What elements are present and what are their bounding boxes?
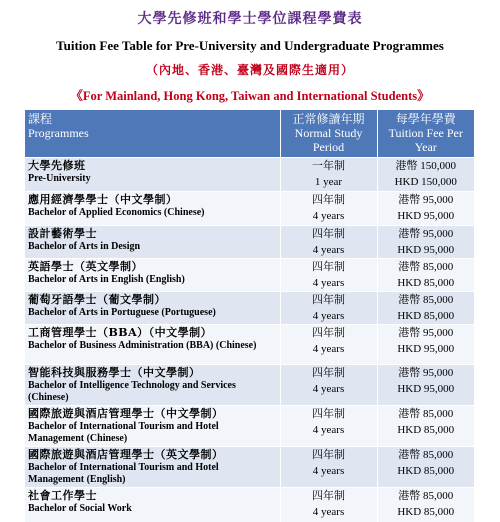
tuition-fee-en: HKD 150,000 xyxy=(394,176,457,188)
tuition-fee-cell xyxy=(377,488,474,522)
programme-name-zh: 大學先修班 xyxy=(28,159,86,172)
header-fee xyxy=(377,110,474,158)
programme-name-zh: 智能科技與服務學士（中文學制） xyxy=(28,366,201,379)
study-period-cell xyxy=(280,226,377,259)
header-programmes xyxy=(25,110,280,158)
table-row xyxy=(25,488,474,522)
table-body xyxy=(25,158,474,522)
programme-cell xyxy=(25,488,280,522)
tuition-fee-cell xyxy=(377,226,474,259)
study-period-cell xyxy=(280,158,377,192)
tuition-fee-en: HKD 95,000 xyxy=(397,244,455,256)
tuition-fee-cell xyxy=(377,365,474,406)
tuition-fee-zh: 港幣 95,000 xyxy=(398,327,454,339)
programme-cell xyxy=(25,365,280,406)
programme-name-zh: 國際旅遊與酒店管理學士（英文學制） xyxy=(28,448,224,461)
programme-cell xyxy=(25,226,280,259)
study-period-cell xyxy=(280,192,377,226)
study-period-en: 4 years xyxy=(312,465,345,477)
title-chinese: 大學先修班和學士學位課程學費表 xyxy=(137,11,363,27)
tuition-fee-cell xyxy=(377,259,474,292)
programme-name-en: Bachelor of Applied Economics (Chinese) xyxy=(28,207,205,218)
programme-cell xyxy=(25,259,280,292)
study-period-cell xyxy=(280,365,377,406)
tuition-fee-zh: 港幣 85,000 xyxy=(398,261,454,273)
tuition-fee-zh: 港幣 85,000 xyxy=(398,408,454,420)
table-row xyxy=(25,158,474,192)
header-period-zh: 正常修讀年期 xyxy=(292,112,365,126)
subtitle-english: 《For Mainland, Hong Kong, Taiwan and International Students》 xyxy=(70,89,430,103)
tuition-fee-zh: 港幣 95,000 xyxy=(398,228,454,240)
tuition-fee-cell xyxy=(377,192,474,226)
tuition-fee-en: HKD 85,000 xyxy=(397,465,455,477)
tuition-fee-en: HKD 95,000 xyxy=(397,210,455,222)
study-period-en: 4 years xyxy=(312,383,345,395)
programme-name-en: Bachelor of Intelligence Technology and Services (Chinese) xyxy=(28,380,236,403)
tuition-fee-en: HKD 95,000 xyxy=(397,383,455,395)
programme-name-en: Bachelor of International Tourism and Hotel Management (Chinese) xyxy=(28,421,219,444)
study-period-cell xyxy=(280,488,377,522)
programme-name-zh: 英語學士（英文學制） xyxy=(28,260,143,273)
programme-cell xyxy=(25,447,280,488)
tuition-fee-cell xyxy=(377,447,474,488)
study-period-en: 4 years xyxy=(312,343,345,355)
study-period-zh: 四年制 xyxy=(312,449,345,461)
study-period-en: 4 years xyxy=(312,277,345,289)
tuition-fee-table xyxy=(25,110,474,522)
programme-name-en: Bachelor of Social Work xyxy=(28,503,132,514)
study-period-zh: 一年制 xyxy=(312,160,345,172)
subtitle-chinese: （內地、香港、臺灣及國際生適用） xyxy=(145,63,354,77)
study-period-zh: 四年制 xyxy=(312,194,345,206)
programme-name-zh: 葡萄牙語學士（葡文學制） xyxy=(28,293,166,306)
programme-name-en: Bachelor of Arts in Portuguese (Portuguese) xyxy=(28,307,216,318)
study-period-cell xyxy=(280,325,377,365)
study-period-cell xyxy=(280,259,377,292)
tuition-fee-zh: 港幣 85,000 xyxy=(398,294,454,306)
table-row xyxy=(25,325,474,365)
study-period-en: 1 year xyxy=(314,176,343,188)
study-period-en: 4 years xyxy=(312,424,345,436)
tuition-fee-cell xyxy=(377,325,474,365)
study-period-cell xyxy=(280,447,377,488)
programme-cell xyxy=(25,406,280,447)
table-row xyxy=(25,447,474,488)
table-row xyxy=(25,192,474,226)
tuition-fee-cell xyxy=(377,406,474,447)
study-period-zh: 四年制 xyxy=(312,294,345,306)
programme-cell xyxy=(25,292,280,325)
header-programmes-zh: 課程 xyxy=(28,112,53,126)
programme-name-en: Pre-University xyxy=(28,173,91,184)
study-period-en: 4 years xyxy=(312,244,345,256)
table-row xyxy=(25,226,474,259)
study-period-en: 4 years xyxy=(312,506,345,518)
tuition-fee-en: HKD 95,000 xyxy=(397,343,455,355)
tuition-fee-en: HKD 85,000 xyxy=(397,277,455,289)
study-period-zh: 四年制 xyxy=(312,367,345,379)
tuition-fee-zh: 港幣 85,000 xyxy=(398,490,454,502)
study-period-zh: 四年制 xyxy=(312,261,345,273)
header-fee-zh: 每學年學費 xyxy=(395,112,456,126)
table-row xyxy=(25,365,474,406)
tuition-fee-zh: 港幣 150,000 xyxy=(395,160,456,172)
tuition-fee-zh: 港幣 95,000 xyxy=(398,367,454,379)
programme-name-zh: 社會工作學士 xyxy=(28,489,97,502)
programme-name-en: Bachelor of Business Administration (BBA) (Chinese) xyxy=(28,340,257,351)
tuition-fee-zh: 港幣 85,000 xyxy=(398,449,454,461)
tuition-fee-en: HKD 85,000 xyxy=(397,310,455,322)
study-period-zh: 四年制 xyxy=(312,327,345,339)
table-row xyxy=(25,259,474,292)
study-period-en: 4 years xyxy=(312,310,345,322)
programme-name-zh: 國際旅遊與酒店管理學士（中文學制） xyxy=(28,407,224,420)
header-period xyxy=(280,110,377,158)
programme-cell xyxy=(25,192,280,226)
table-row xyxy=(25,406,474,447)
programme-name-en: Bachelor of Arts in English (English) xyxy=(28,274,185,285)
study-period-zh: 四年制 xyxy=(312,408,345,420)
study-period-en: 4 years xyxy=(312,210,345,222)
programme-name-zh: 工商管理學士（BBA）（中文學制） xyxy=(28,326,213,339)
programme-cell xyxy=(25,325,280,365)
tuition-fee-cell xyxy=(377,158,474,192)
study-period-zh: 四年制 xyxy=(312,228,345,240)
header-fee-en: Tuition Fee Per Year xyxy=(388,126,463,154)
tuition-fee-cell xyxy=(377,292,474,325)
study-period-zh: 四年制 xyxy=(312,490,345,502)
programme-name-en: Bachelor of Arts in Design xyxy=(28,241,141,252)
tuition-fee-zh: 港幣 95,000 xyxy=(398,194,454,206)
table-row xyxy=(25,292,474,325)
programme-name-zh: 應用經濟學學士（中文學制） xyxy=(28,193,178,206)
header-programmes-en: Programmes xyxy=(28,126,89,140)
header-period-en: Normal Study Period xyxy=(294,126,363,154)
programme-name-en: Bachelor of International Tourism and Hotel Management (English) xyxy=(28,462,219,485)
tuition-fee-en: HKD 85,000 xyxy=(397,424,455,436)
study-period-cell xyxy=(280,292,377,325)
study-period-cell xyxy=(280,406,377,447)
title-english: Tuition Fee Table for Pre-University and Undergraduate Programmes xyxy=(56,38,444,53)
table-header-row xyxy=(25,110,474,158)
tuition-fee-en: HKD 85,000 xyxy=(397,506,455,518)
programme-cell xyxy=(25,158,280,192)
programme-name-zh: 設計藝術學士 xyxy=(28,227,97,240)
